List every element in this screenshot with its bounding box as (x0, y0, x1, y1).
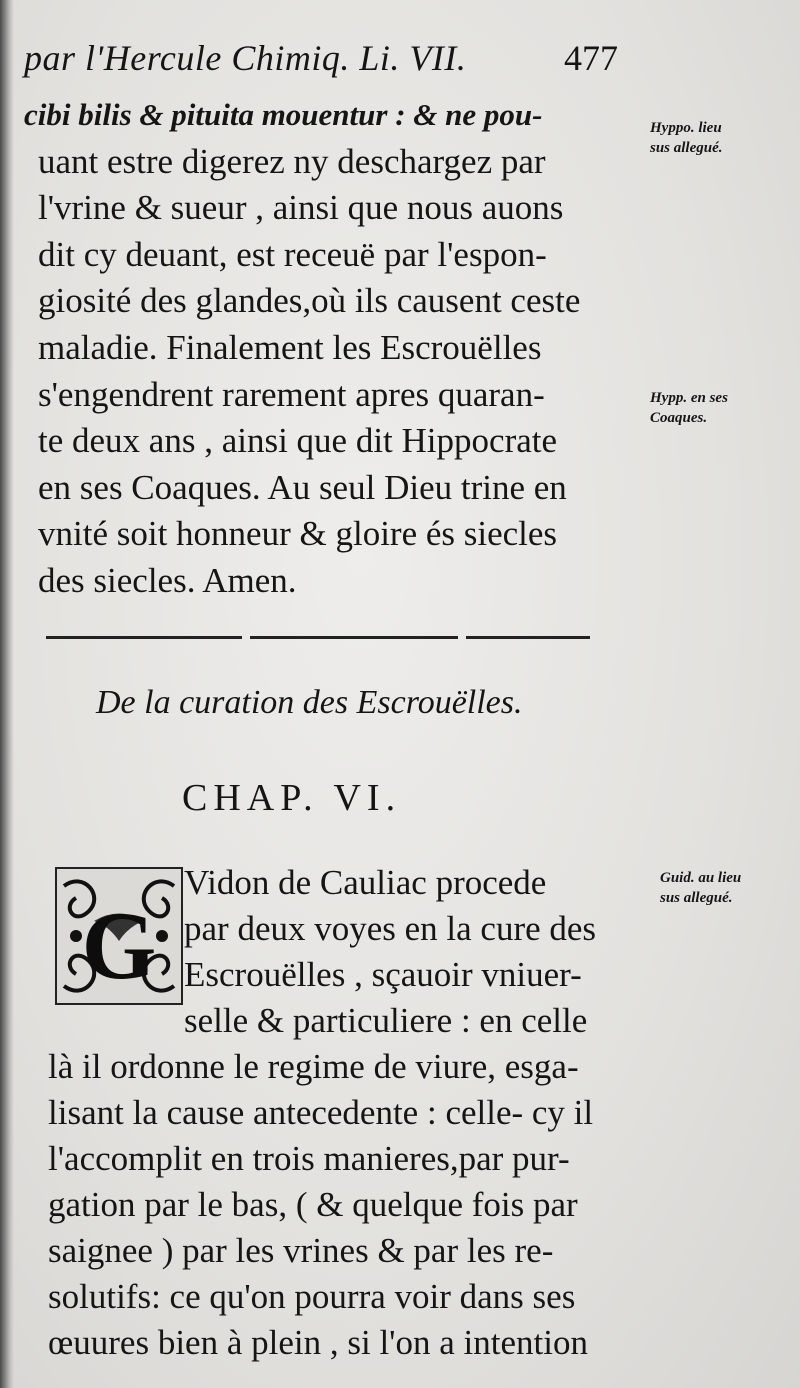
separator-rule (46, 636, 242, 639)
text-line: l'accomplit en trois manieres,par pur- (48, 1139, 570, 1178)
text-line: œuures bien à plein , si l'on a intention (48, 1323, 588, 1362)
text-line: selle & particuliere : en celle (184, 1001, 588, 1040)
text-line: giosité des glandes,où ils causent ceste (38, 281, 581, 321)
margin-note-hypp-coaques (650, 388, 728, 428)
running-title: par l'Hercule Chimiq. Li. VII. (24, 38, 467, 78)
chapter-paragraph (48, 860, 658, 1366)
text-line: saignee ) par les vrines & par les re- (48, 1231, 554, 1270)
margin-note-line: sus allegué. (660, 890, 733, 906)
text-line: cibi bilis & pituita mouentur : & ne pou- (24, 97, 543, 132)
text-line: maladie. Finalement les Escrouëlles (38, 327, 542, 367)
text-line: Escrouëlles , sçauoir vniuer- (184, 955, 582, 994)
text-line: gation par le bas, ( & quelque fois par (48, 1185, 578, 1224)
page-number: 477 (564, 38, 618, 78)
margin-note-hyppo (650, 118, 723, 158)
text-line: dit cy deuant, est receuë par l'espon- (38, 234, 547, 274)
page-gutter-shadow (0, 0, 14, 1388)
margin-note-line: Guid. au lieu (660, 870, 742, 886)
section-title: De la curation des Escrouëlles. (96, 684, 523, 721)
separator-rule (466, 636, 590, 639)
margin-note-guid (660, 868, 741, 908)
margin-note-line: Hyppo. lieu (650, 120, 722, 136)
text-line: des siecles. Amen. (38, 560, 297, 600)
text-line: lisant la cause antecedente : celle- cy il (48, 1093, 594, 1132)
text-line: l'vrine & sueur , ainsi que nous auons (38, 188, 564, 228)
text-line: par deux voyes en la cure des (184, 909, 597, 948)
text-line: vnité soit honneur & gloire és siecles (38, 514, 558, 554)
text-line: uant estre digerez ny deschargez par (38, 141, 546, 181)
top-paragraph (24, 92, 638, 605)
text-line: te deux ans , ainsi que dit Hippocrate (38, 421, 558, 461)
text-line: là il ordonne le regime de viure, esga- (48, 1047, 579, 1086)
chapter-heading: CHAP. VI. (182, 777, 402, 819)
text-line: Vidon de Cauliac procede (184, 863, 547, 902)
running-header (24, 36, 624, 80)
text-line: solutifs: ce qu'on pourra voir dans ses (48, 1277, 576, 1316)
text-line: s'engendrent rarement apres quaran- (38, 374, 545, 414)
text-line: en ses Coaques. Au seul Dieu trine en (38, 467, 567, 507)
drop-cap-letter: G (81, 892, 157, 999)
margin-note-line: Hypp. en ses (650, 390, 728, 406)
margin-note-line: Coaques. (650, 410, 708, 426)
separator-rule (250, 636, 458, 639)
margin-note-line: sus allegué. (650, 140, 723, 156)
